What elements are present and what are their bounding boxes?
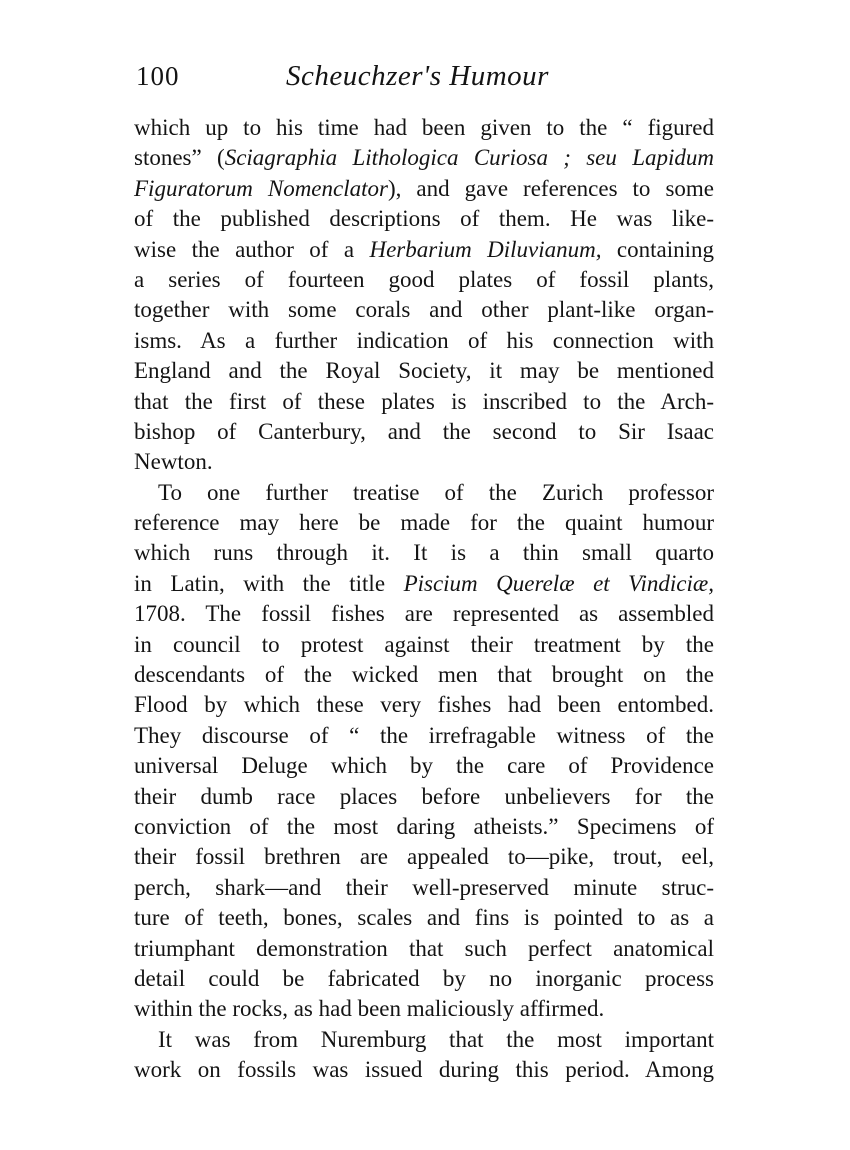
text-line: triumphant demonstration that such perfect anatomical	[134, 935, 714, 961]
text-line: within the rocks, as had been maliciously affirmed.	[134, 996, 605, 1022]
text-line: isms. As a further indication of his connection with	[134, 327, 714, 353]
text-line: stones” (Sciagraphia Lithologica Curiosa ; seu Lapidum	[134, 145, 714, 171]
text-line: England and the Royal Society, it may be mentioned	[134, 358, 714, 384]
text-line: their fossil brethren are appealed to—pike, trout, eel,	[134, 844, 714, 870]
text-line: bishop of Canterbury, and the second to Sir Isaac	[134, 418, 714, 444]
text-line: descendants of the wicked men that brought on the	[134, 662, 714, 688]
text-line: in Latin, with the title Piscium Querelæ et Vindiciæ,	[134, 570, 714, 596]
text-line: To one further treatise of the Zurich professor	[158, 479, 714, 505]
text-line: that the first of these plates is inscribed to the Arch-	[134, 388, 714, 414]
page-number: 100	[136, 61, 180, 91]
text-line: work on fossils was issued during this period. Among	[134, 1057, 714, 1083]
text-line: wise the author of a Herbarium Diluvianum, containing	[134, 236, 714, 262]
italic-title: Piscium Querelæ et Vindiciæ,	[403, 570, 714, 596]
text-line: together with some corals and other plant-like organ-	[134, 297, 714, 323]
text-line: reference may here be made for the quaint humour	[134, 510, 714, 536]
text-line: Flood by which these very fishes had been entombed.	[134, 692, 714, 718]
text-line: a series of fourteen good plates of fossil plants,	[134, 266, 714, 292]
text-line: in council to protest against their treatment by the	[134, 631, 714, 657]
text-line: their dumb race places before unbelievers for the	[134, 783, 714, 809]
text-line: which up to his time had been given to the “ figured	[134, 115, 714, 140]
text-line: of the published descriptions of them. He was like-	[134, 206, 714, 232]
body-text	[134, 113, 714, 1086]
italic-title: Figuratorum Nomenclator	[134, 175, 388, 201]
text-line: It was from Nuremburg that the most important	[158, 1026, 714, 1052]
text-line: universal Deluge which by the care of Providence	[134, 753, 714, 779]
running-head: Scheuchzer's Humour	[286, 60, 549, 92]
italic-title: Sciagraphia Lithologica Curiosa ; seu Lapidum	[224, 145, 714, 171]
text-line: 1708. The fossil fishes are represented as assembled	[134, 601, 714, 627]
text-line: which runs through it. It is a thin small quarto	[134, 540, 714, 566]
text-line: ture of teeth, bones, scales and fins is pointed to as a	[134, 905, 714, 931]
page-header	[136, 56, 714, 96]
text-line: Figuratorum Nomenclator), and gave references to some	[134, 175, 714, 201]
text-line: They discourse of “ the irrefragable witness of the	[134, 722, 714, 748]
text-line: Newton.	[134, 449, 213, 475]
text-line: conviction of the most daring atheists.” Specimens of	[134, 813, 714, 839]
text-line: perch, shark—and their well-preserved minute struc-	[134, 874, 714, 900]
text-line: detail could be fabricated by no inorganic process	[134, 965, 714, 991]
italic-title: Herbarium Diluvianum,	[369, 236, 602, 262]
